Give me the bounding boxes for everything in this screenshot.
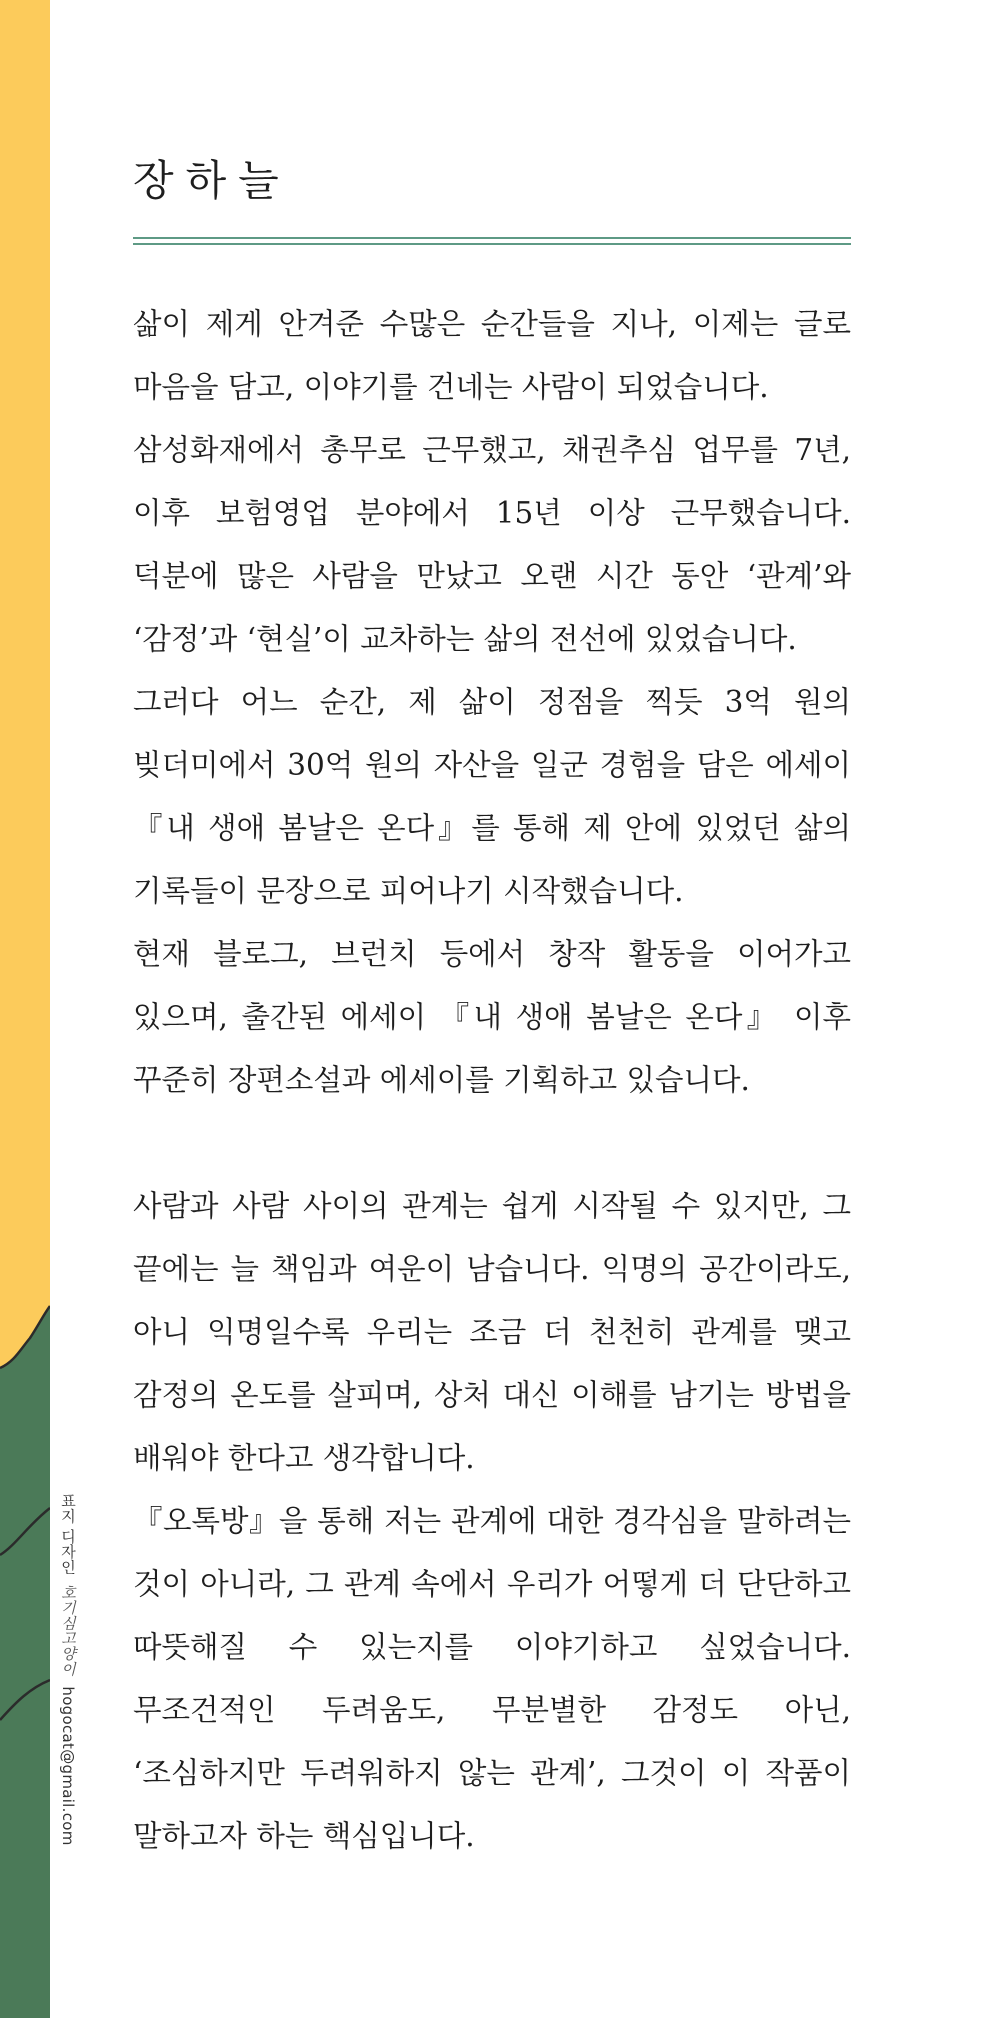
author-text	[133, 293, 851, 1868]
title-rule-bottom	[133, 243, 851, 245]
cover-design-credit	[57, 1493, 79, 1873]
bio-paragraph: 현재 블로그, 브런치 등에서 창작 활동을 이어가고 있으며, 출간된 에세이 『내 생애 봄날은 온다』 이후 꾸준히 장편소설과 에세이를 기획하고 있습니다.	[133, 937, 851, 1097]
intention-paragraph: 사람과 사람 사이의 관계는 쉽게 시작될 수 있지만, 그 끝에는 늘 책임과 여운이 남습니다. 익명의 공간이라도, 아니 익명일수록 우리는 조금 더 천천히 관계를 맺고 감정의 온도를 살피며, 상처 대신 이해를 남기는 방법을 배워야 한다고 생각합니다.	[133, 1189, 851, 1475]
bio-paragraph: 삼성화재에서 총무로 근무했고, 채권추심 업무를 7년, 이후 보험영업 분야에서 15년 이상 근무했습니다. 덕분에 많은 사람을 만났고 오랜 시간 동안 ‘관계’와 ‘감정’과 ‘현실’이 교차하는 삶의 전선에 있었습니다.	[133, 433, 851, 656]
paragraph-spacer	[133, 1112, 851, 1175]
cover-spine-illustration	[0, 0, 50, 2018]
bio-paragraph: 삶이 제게 안겨준 수많은 순간들을 지나, 이제는 글로 마음을 담고, 이야기를 건네는 사람이 되었습니다.	[133, 307, 851, 404]
tree-spine-art	[0, 0, 50, 2018]
title-rule-top	[133, 237, 851, 239]
credit-email: hogocat@gmail.com	[59, 1686, 77, 1846]
author-name: 장하늘	[133, 156, 291, 205]
credit-designer: 호기심고양이	[59, 1584, 77, 1677]
intention-paragraph: 『오톡방』을 통해 저는 관계에 대한 경각심을 말하려는 것이 아니라, 그 관계 속에서 우리가 어떻게 더 단단하고 따뜻해질 수 있는지를 이야기하고 싶었습니다. 무조건적인 두려움도, 무분별한 감정도 아닌, ‘조심하지만 두려워하지 않는 관계’, 그것이 이 작품이 말하고자 하는 핵심입니다.	[133, 1504, 851, 1853]
bio-paragraph: 그러다 어느 순간, 제 삶이 정점을 찍듯 3억 원의 빚더미에서 30억 원의 자산을 일군 경험을 담은 에세이 『내 생애 봄날은 온다』를 통해 제 안에 있었던 삶의 기록들이 문장으로 피어나기 시작했습니다.	[133, 685, 851, 908]
credit-label: 표지 디자인	[59, 1493, 77, 1575]
